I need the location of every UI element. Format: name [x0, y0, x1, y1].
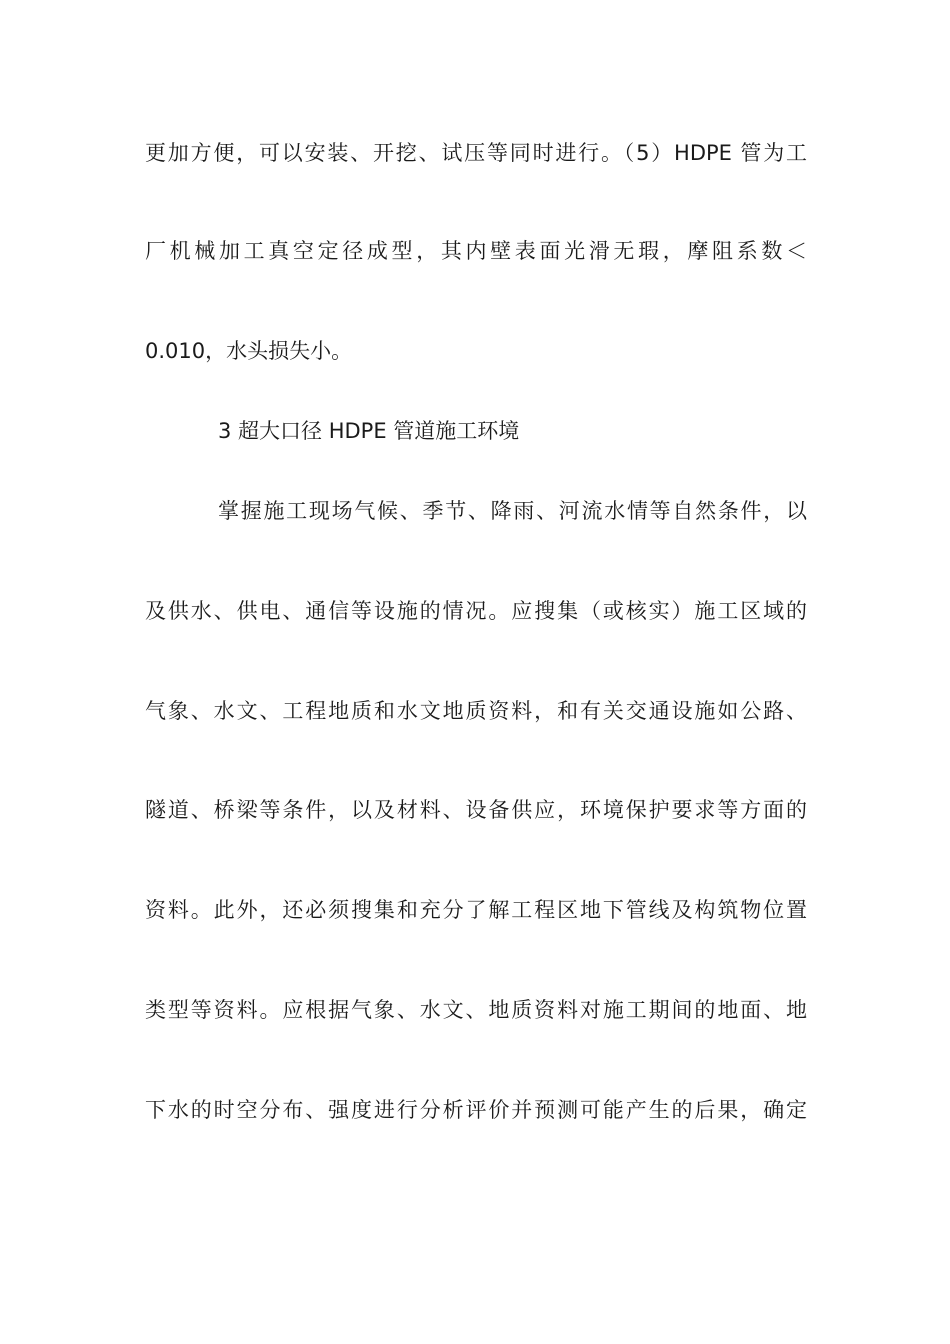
paragraph-line-9: 资料。此外，还必须搜集和充分了解工程区地下管线及构筑物位置 — [145, 898, 807, 922]
paragraph-line-8: 隧道、桥梁等条件，以及材料、设备供应，环境保护要求等方面的 — [145, 798, 807, 822]
paragraph-line-3: 0.010，水头损失小。 — [145, 339, 353, 363]
paragraph-line-5: 掌握施工现场气候、季节、降雨、河流水情等自然条件，以 — [218, 499, 807, 523]
paragraph-line-2: 厂机械加工真空定径成型，其内壁表面光滑无瑕，摩阻系数＜ — [145, 239, 807, 263]
paragraph-line-11: 下水的时空分布、强度进行分析评价并预测可能产生的后果，确定 — [145, 1098, 807, 1122]
paragraph-line-7: 气象、水文、工程地质和水文地质资料，和有关交通设施如公路、 — [145, 699, 807, 723]
paragraph-line-1: 更加方便，可以安装、开挖、试压等同时进行。（5）HDPE 管为工 — [145, 141, 807, 165]
section-heading: 3 超大口径 HDPE 管道施工环境 — [218, 419, 520, 443]
paragraph-line-10: 类型等资料。应根据气象、水文、地质资料对施工期间的地面、地 — [145, 998, 807, 1022]
paragraph-line-6: 及供水、供电、通信等设施的情况。应搜集（或核实）施工区域的 — [145, 599, 807, 623]
